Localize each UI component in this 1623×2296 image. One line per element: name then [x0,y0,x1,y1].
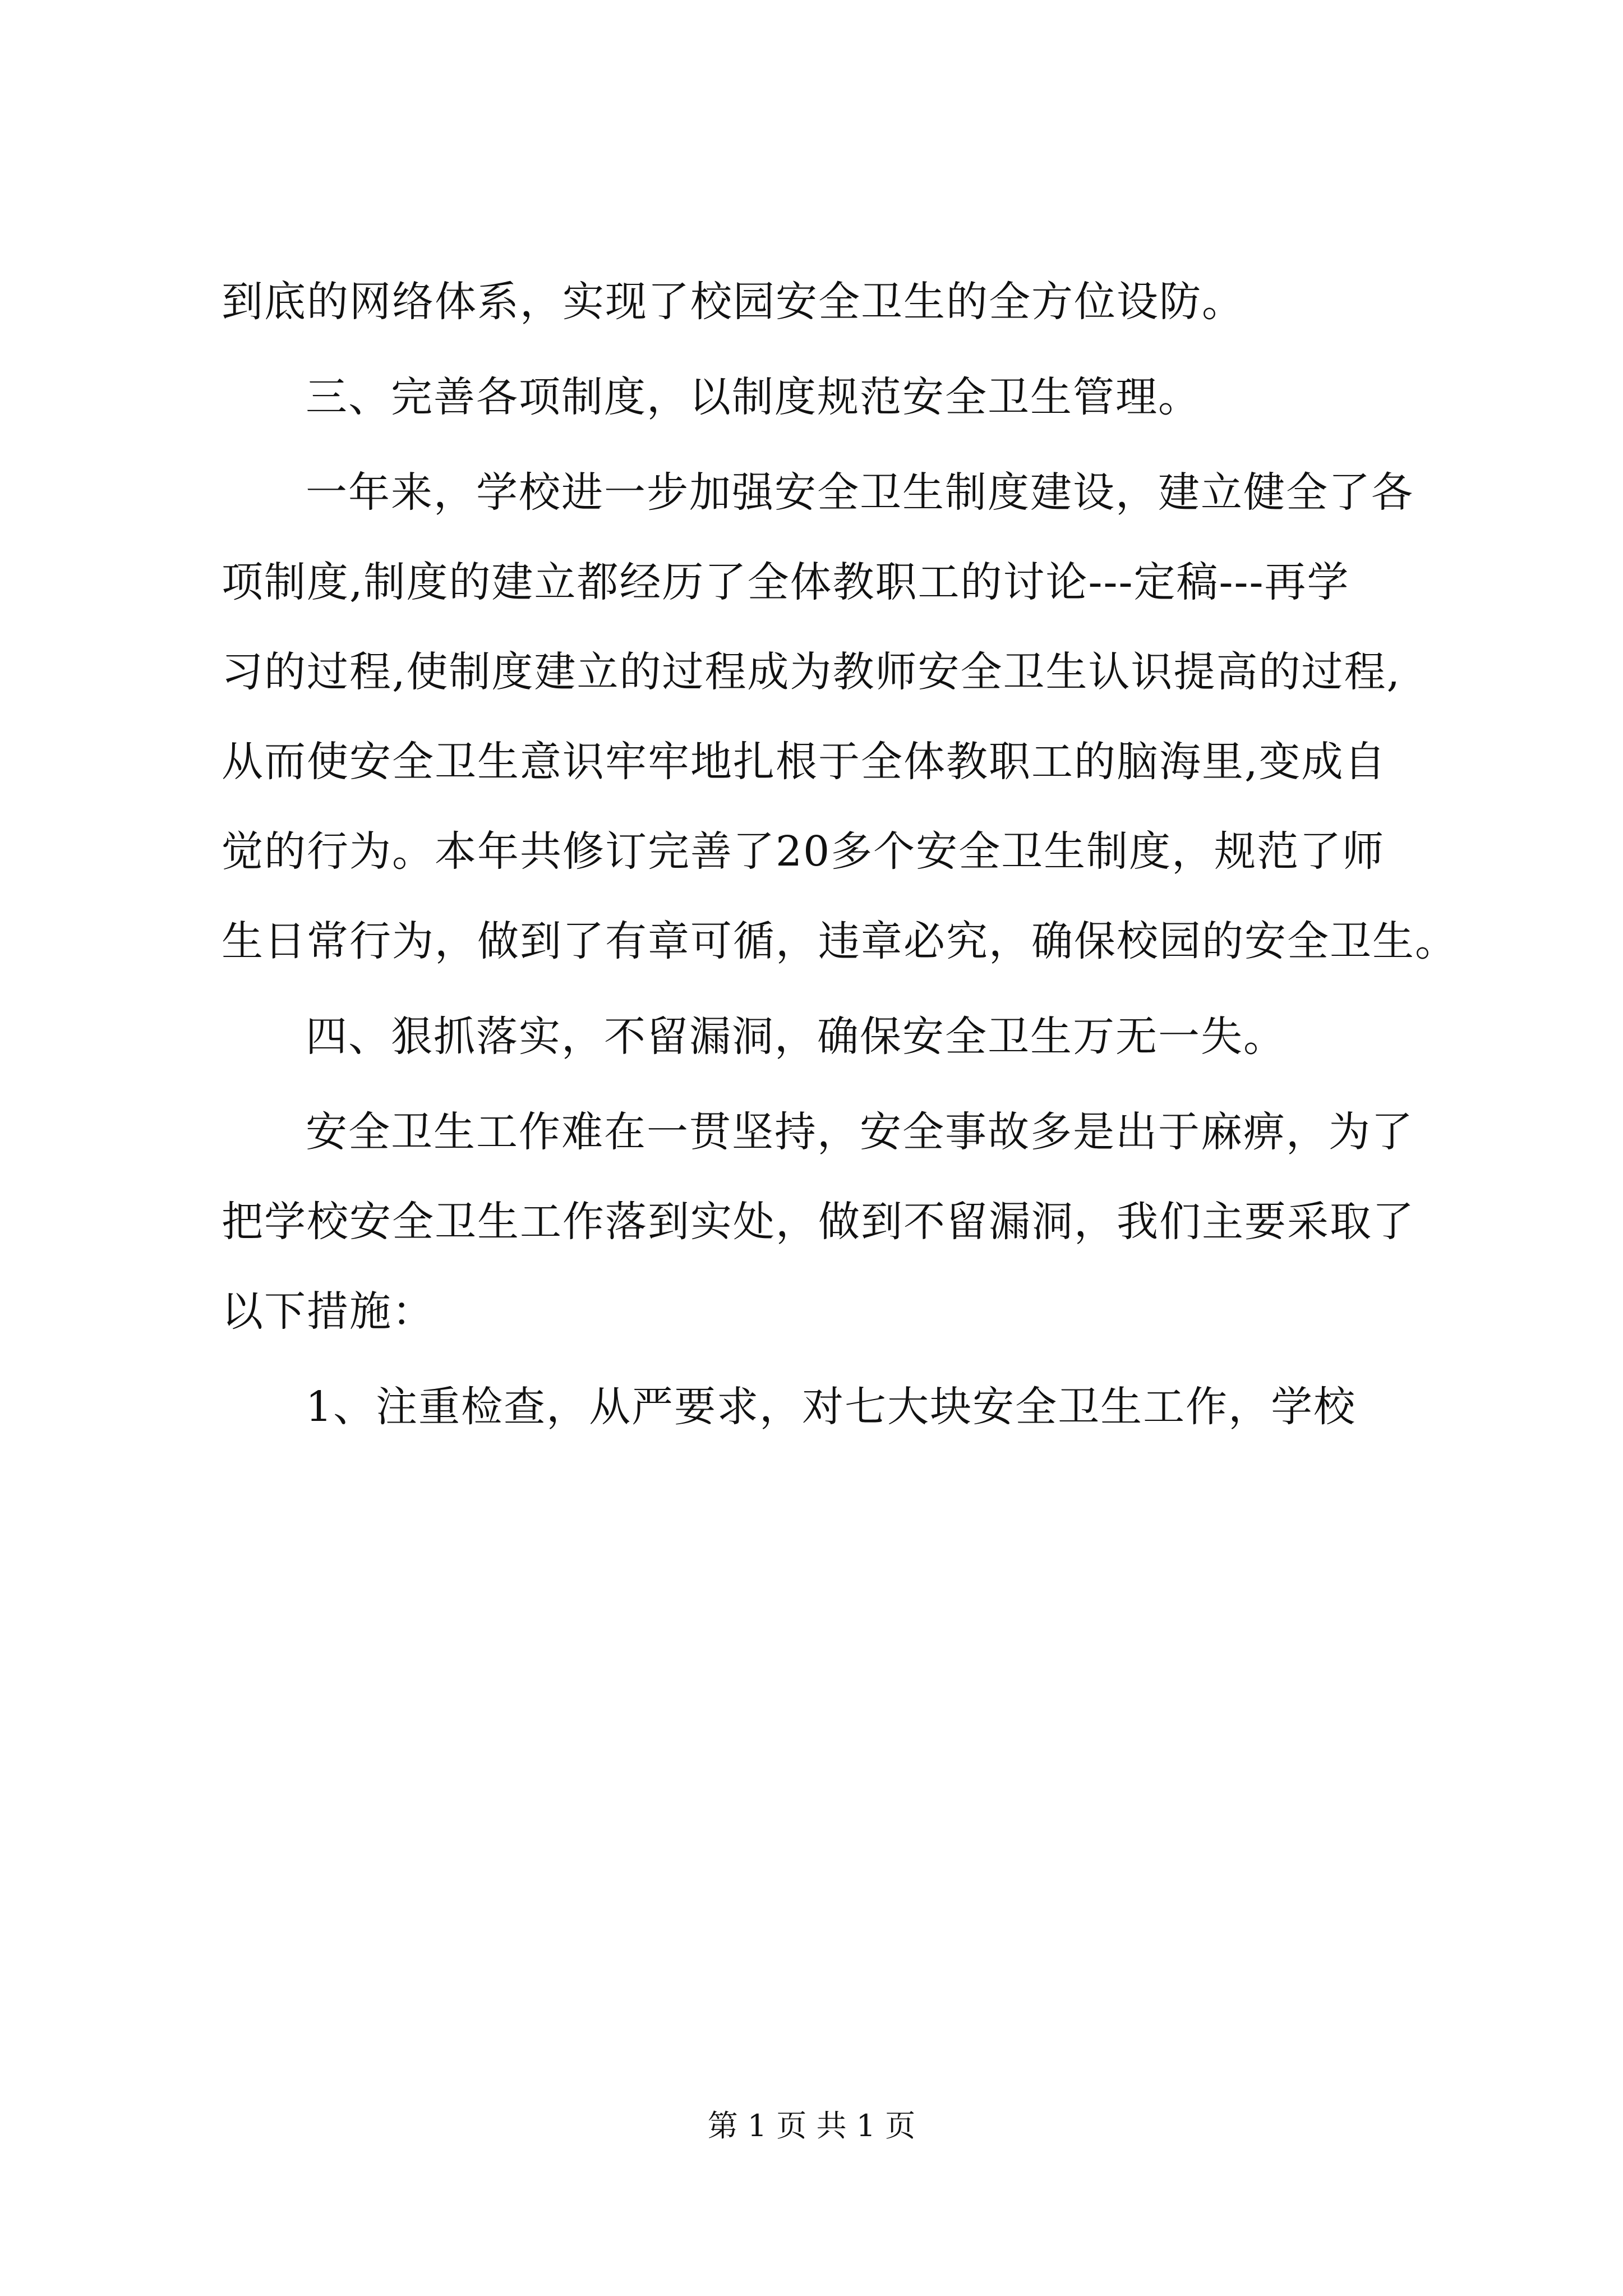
paragraph-line: 觉的行为。本年共修订完善了20多个安全卫生制度，规范了师 [222,827,1385,876]
paragraph-line: 一年来，学校进一步加强安全卫生制度建设，建立健全了各 [306,468,1414,517]
list-item: 1、注重检查，从严要求，对七大块安全卫生工作，学校 [306,1383,1357,1431]
paragraph-line: 生日常行为，做到了有章可循，违章必究，确保校园的安全卫生。 [222,917,1458,965]
page-number-footer: 第 1 页 共 1 页 [707,2108,916,2143]
paragraph-line: 项制度,制度的建立都经历了全体教职工的讨论---定稿---再学 [222,558,1350,606]
paragraph-line: 习的过程,使制度建立的过程成为教师安全卫生认识提高的过程, [222,648,1401,696]
paragraph-line: 以下措施： [222,1287,435,1336]
section-heading: 四、狠抓落实，不留漏洞，确保安全卫生万无一失。 [306,1013,1286,1061]
paragraph-line: 把学校安全卫生工作落到实处，做到不留漏洞，我们主要采取了 [222,1198,1415,1246]
paragraph-line: 安全卫生工作难在一贯坚持，安全事故多是出于麻痹，为了 [306,1108,1414,1156]
section-heading: 三、完善各项制度，以制度规范安全卫生管理。 [306,373,1201,421]
paragraph-line: 从而使安全卫生意识牢牢地扎根于全体教职工的脑海里,变成自 [222,738,1387,786]
text-line: 到底的网络体系，实现了校园安全卫生的全方位设防。 [222,278,1244,326]
